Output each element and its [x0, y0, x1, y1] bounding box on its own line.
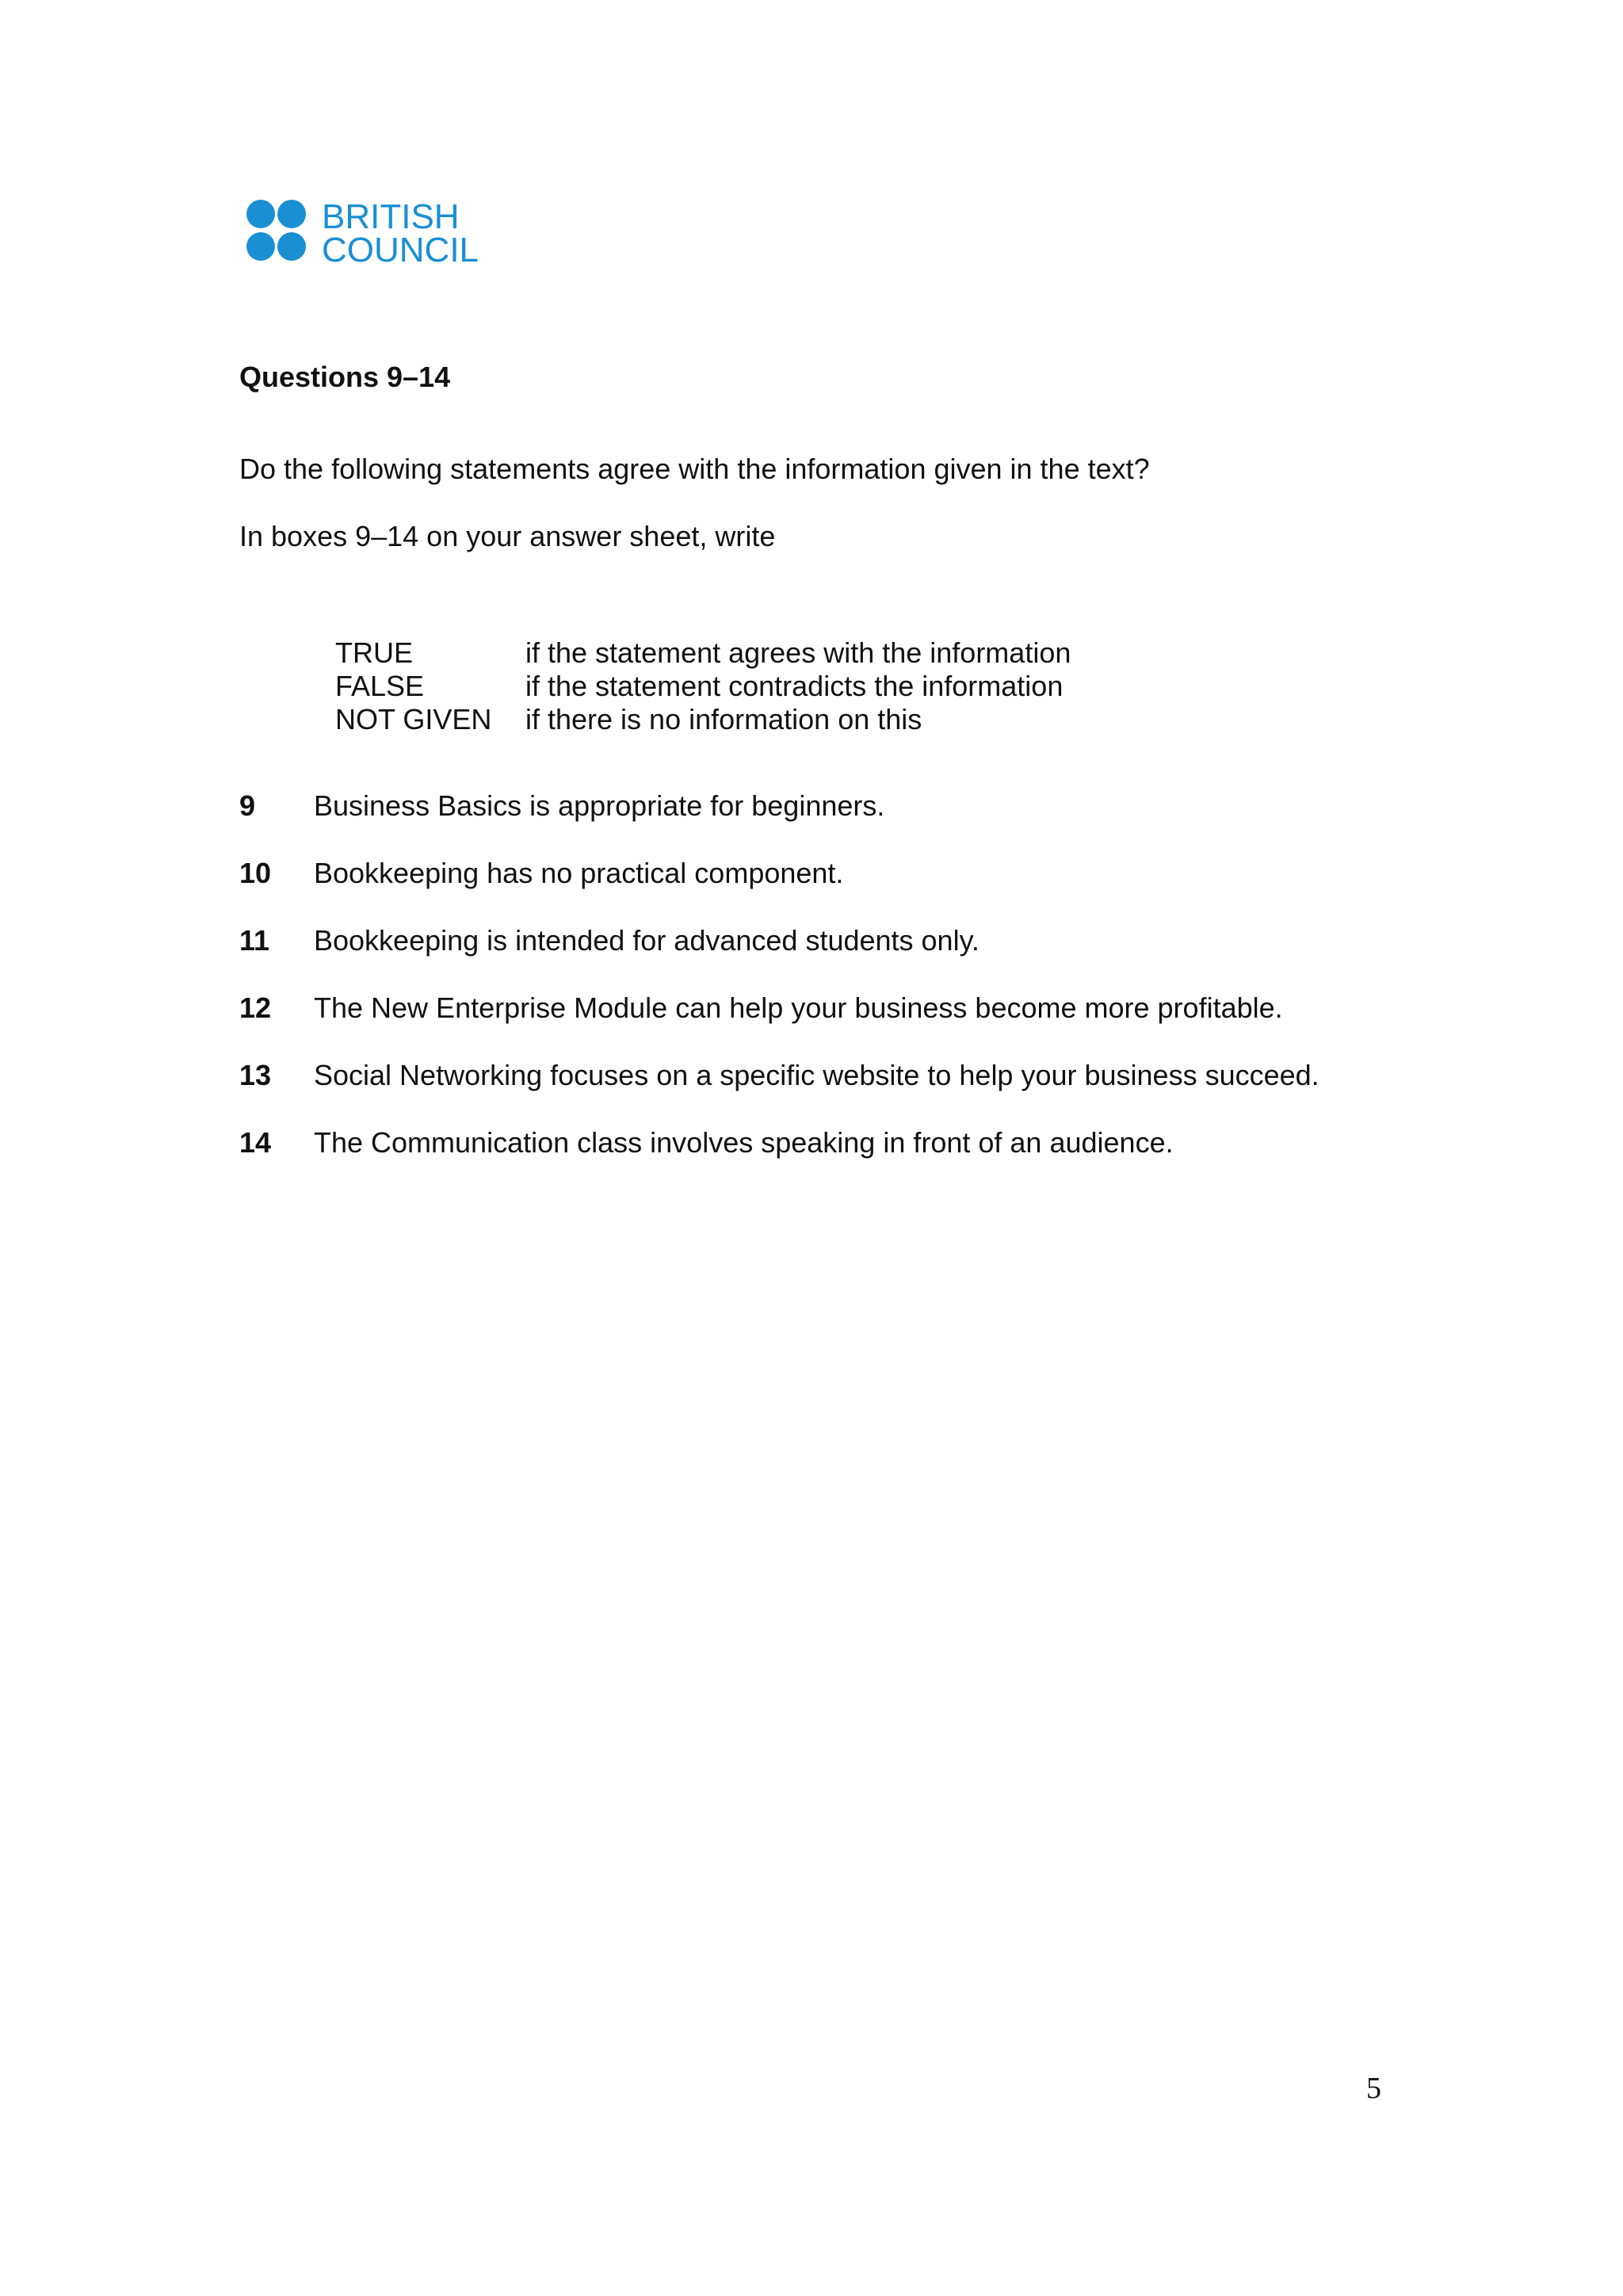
answer-sheet-instruction: In boxes 9–14 on your answer sheet, write: [239, 520, 776, 552]
british-council-logo: [246, 197, 483, 268]
statement-number: 14: [239, 1126, 272, 1159]
four-circles-logo-icon: [246, 197, 483, 268]
statement-number: 12: [239, 991, 272, 1024]
statement-text: Business Basics is appropriate for beginners.: [314, 789, 885, 822]
page-number: 5: [1366, 2072, 1381, 2105]
statement-item: [239, 922, 1319, 989]
statement-item: [239, 1124, 1319, 1191]
statement-text: Social Networking focuses on a specific website to help your business succeed.: [314, 1059, 1319, 1091]
statement-item: [239, 787, 1319, 854]
logo-line-1: BRITISH: [322, 197, 460, 236]
statement-text: Bookkeeping has no practical component.: [314, 857, 844, 889]
statement-number: 9: [239, 789, 256, 822]
statement-number: 11: [239, 924, 270, 957]
statement-list: [239, 787, 1319, 1191]
key-row: [335, 703, 1071, 736]
key-meaning: if there is no information on this: [525, 703, 922, 735]
key-meaning: if the statement agrees with the information: [525, 636, 1071, 669]
answer-key: [335, 636, 1071, 736]
key-row: [335, 670, 1071, 703]
statement-text: The Communication class involves speaking in front of an audience.: [314, 1126, 1174, 1159]
section-heading: Questions 9–14: [239, 361, 451, 393]
statement-text: The New Enterprise Module can help your business become more profitable.: [314, 991, 1283, 1024]
key-meaning: if the statement contradicts the information: [525, 670, 1064, 702]
key-row: [335, 636, 1071, 670]
statement-item: [239, 1056, 1319, 1124]
statement-text: Bookkeeping is intended for advanced students only.: [314, 924, 980, 957]
statement-number: 13: [239, 1059, 272, 1091]
instruction-text: Do the following statements agree with the information given in the text?: [239, 453, 1150, 485]
key-term: TRUE: [335, 636, 413, 669]
key-term: FALSE: [335, 670, 425, 702]
logo-line-2: COUNCIL: [322, 231, 479, 268]
statement-item: [239, 989, 1319, 1056]
key-term: NOT GIVEN: [335, 703, 492, 735]
statement-item: [239, 854, 1319, 922]
statement-number: 10: [239, 857, 272, 889]
